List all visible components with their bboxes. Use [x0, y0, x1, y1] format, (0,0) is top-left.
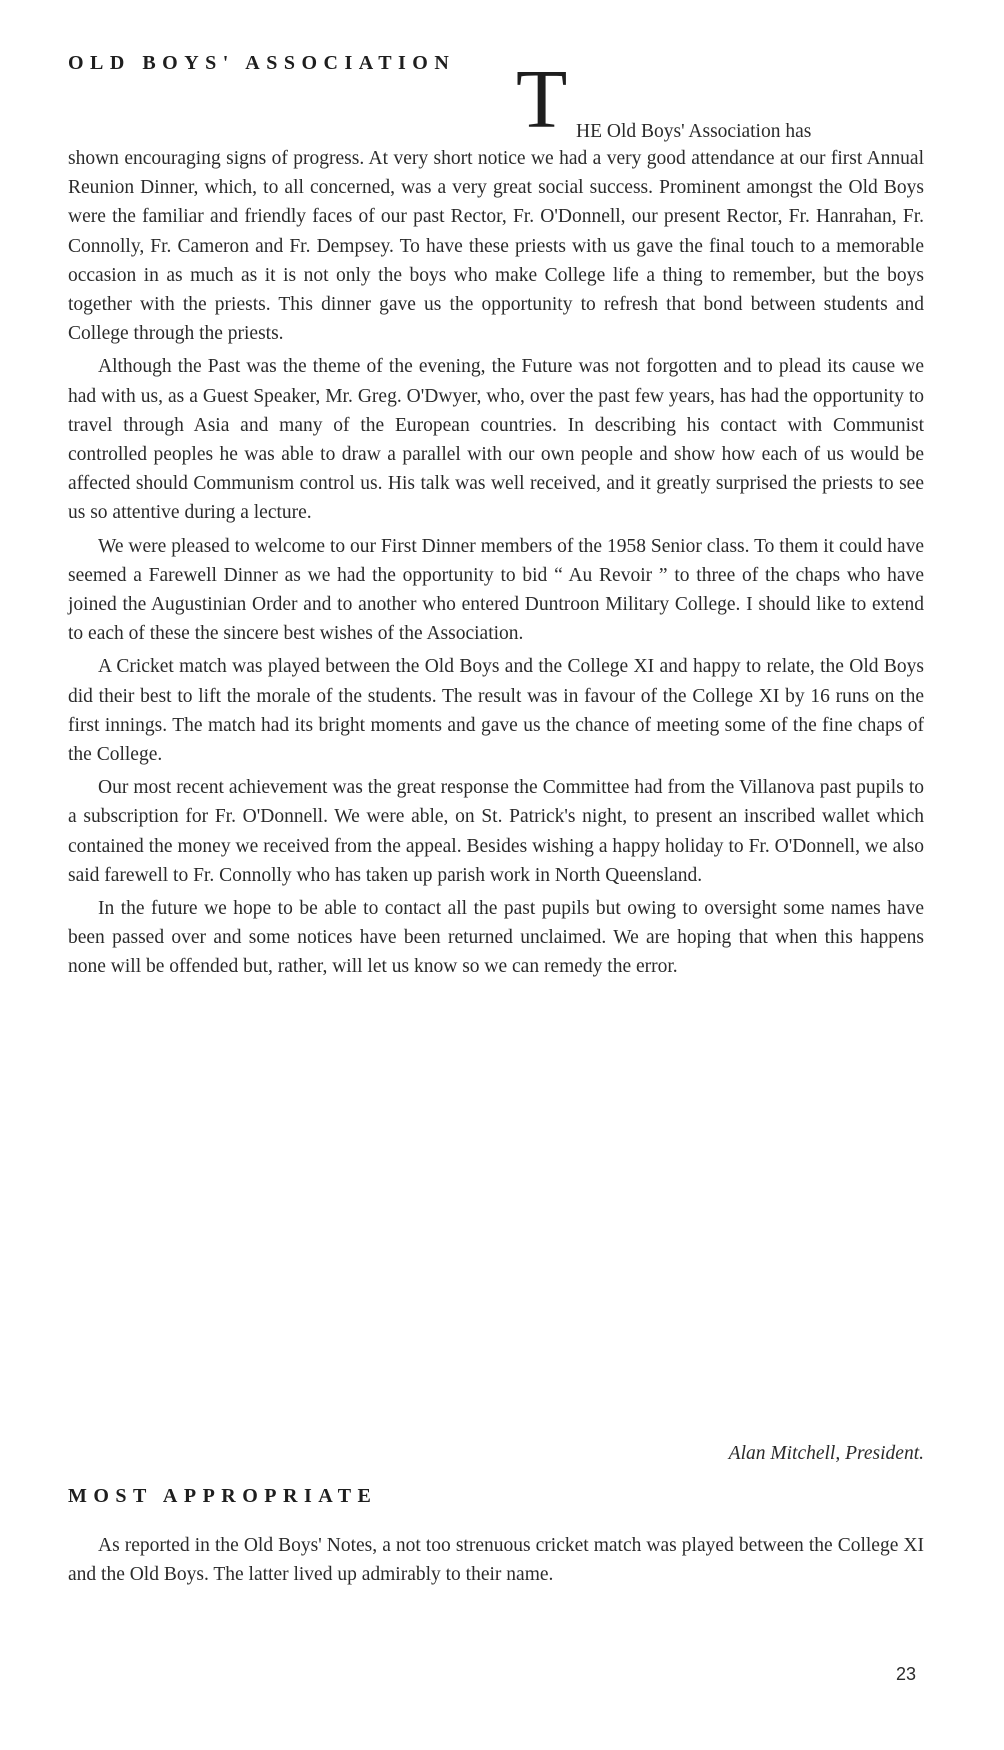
drop-cap: T [516, 53, 568, 146]
appropriate-body [68, 1531, 924, 1593]
appropriate-heading: MOST APPROPRIATE [68, 1485, 378, 1507]
page-number: 23 [896, 1664, 917, 1684]
article-body [68, 144, 924, 986]
article-paragraph-3: We were pleased to welcome to our First Dinner members of the 1958 Senior class. To them it could have seemed a Farewell Dinner as we had the opportunity to bid “ Au Revoir ” to three of the chaps who have joined the Augustinian Order and to another who entered Duntroon Military College. I should like to extend to each of these the sincere best wishes of the Association. [68, 535, 924, 645]
article-heading: OLD BOYS' ASSOCIATION [68, 52, 456, 74]
article-paragraph-5: Our most recent achievement was the great response the Committee had from the Villanova past pupils to a subscription for Fr. O'Donnell. We were able, on St. Patrick's night, to present an inscribed wallet which contained the money we received from the appeal. Besides wishing a happy holiday to Fr. O'Donnell, we also said farewell to Fr. Connolly who has taken up parish work in North Queensland. [68, 777, 924, 886]
appropriate-paragraph: As reported in the Old Boys' Notes, a not too strenuous cricket match was played between the College XI and the Old Boys. The latter lived up admirably to their name. [68, 1535, 924, 1586]
first-line: HE Old Boys' Association has [576, 121, 812, 142]
drop-cap-container [516, 53, 574, 146]
signature: Alan Mitchell, President. [728, 1443, 924, 1464]
article-paragraph-2: Although the Past was the theme of the evening, the Future was not forgotten and to plead its cause we had with us, as a Guest Speaker, Mr. Greg. O'Dwyer, who, over the past few years, has had the opportunity to travel through Asia and many of the European countries. In describing his contact with Communist controlled peoples he was able to draw a parallel with our own people and show how each of us would be affected should Communism control us. His talk was well received, and it greatly surprised the priests to see us so attentive during a lecture. [68, 356, 924, 524]
article-paragraph-4: A Cricket match was played between the Old Boys and the College XI and happy to relate, the Old Boys did their best to lift the morale of the students. The result was in favour of the College XI by 16 runs on the first innings. The match had its bright moments and gave us the chance of meeting some of the fine chaps of the College. [68, 656, 924, 766]
article-paragraph-6: In the future we hope to be able to contact all the past pupils but owing to oversight some names have been passed over and some notices have been returned unclaimed. We are hoping that when this happens none will be offended but, rather, will let us know so we can remedy the error. [68, 898, 924, 978]
article-paragraph-1: shown encouraging signs of progress. At very short notice we had a very good attendance at our first Annual Reunion Dinner, which, to all concerned, was a very great social success. Prominent amongst the Old Boys were the familiar and friendly faces of our past Rector, Fr. O'Donnell, our present Rector, Fr. Hanrahan, Fr. Connolly, Fr. Cameron and Fr. Dempsey. To have these priests with us gave the final touch to a memorable occasion in as much as it is not only the boys who make College life a thing to remember, but the boys together with the priests. This dinner gave us the opportunity to refresh that bond between students and College through the priests. [68, 148, 924, 345]
